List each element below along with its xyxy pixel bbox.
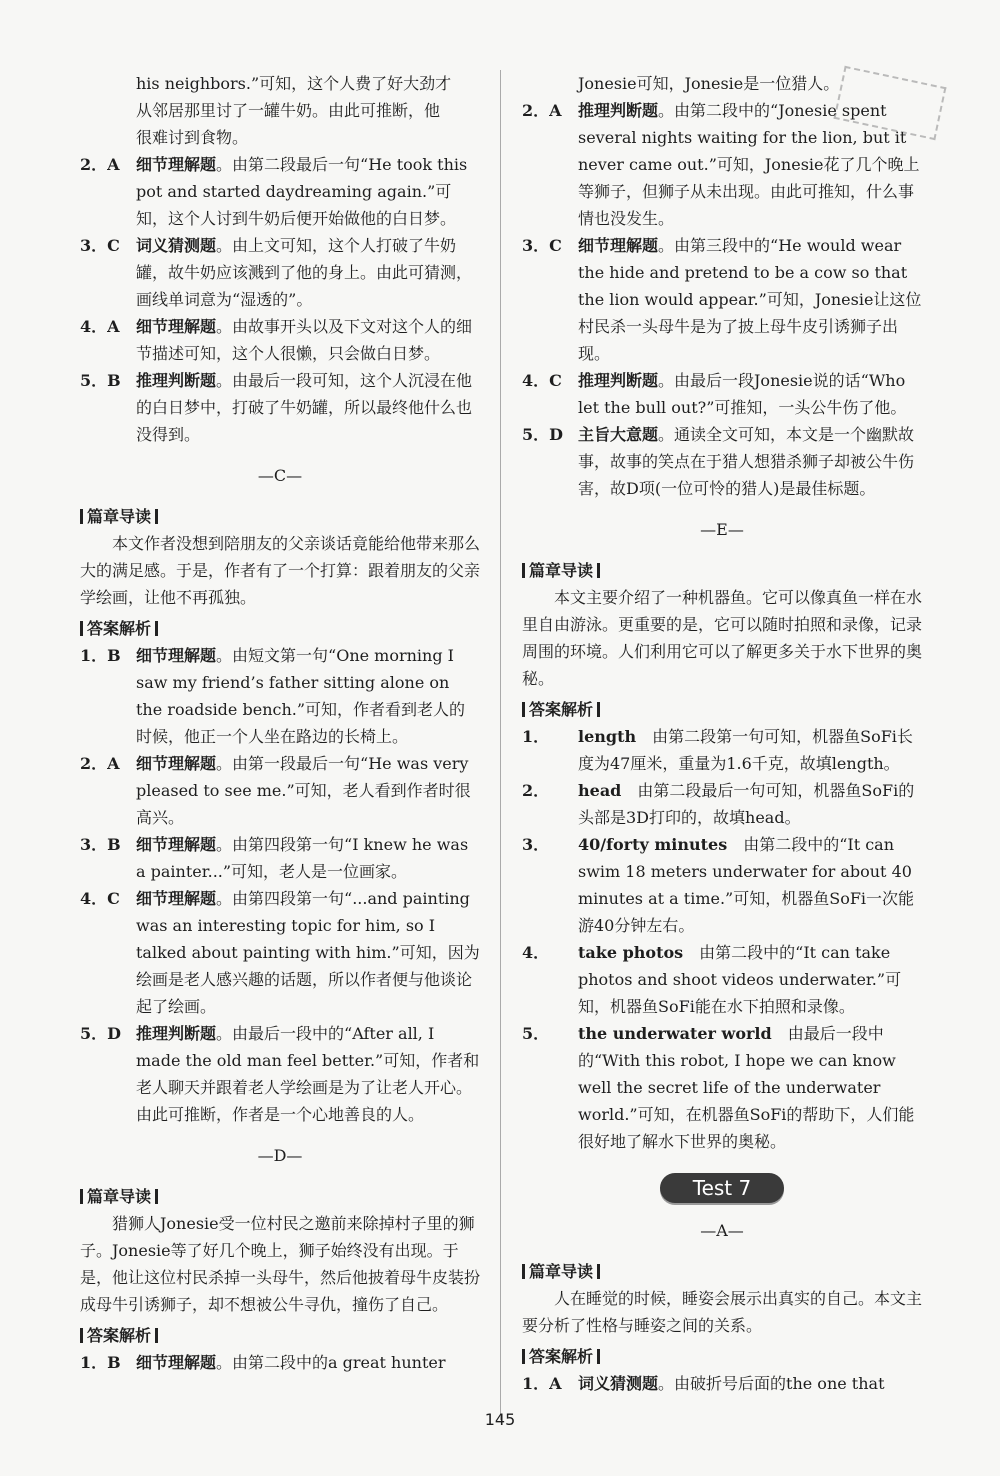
guide-text: 本文作者没想到陪朋友的父亲谈话竟能给他带来那么大的满足感。于是，作者有了一个打算：跟着朋友的父亲学绘画，让他不再孤独。: [80, 534, 481, 607]
answer-item: 2．A 细节理解题。由第一段最后一句“He was very pleased to see me.”可知，老人看到作者时很高兴。: [80, 754, 471, 827]
answer-item: 1． length 由第二段第一句可知，机器鱼SoFi长度为47厘米，重量为1.6千克，故填length。: [522, 727, 913, 773]
answer-item: 5．B 推理判断题。由最后一段可知，这个人沉浸在他的白日梦中，打破了牛奶罐，所以最终他什么也没得到。: [80, 371, 473, 444]
guide-label: 篇章导读: [80, 1183, 480, 1210]
left-column: [80, 70, 480, 1376]
answer-item: 4．C 细节理解题。由第四段第一句“...and painting was an interesting topic for him, so I talked about painting with him.”可知，因为绘画是老人感兴趣的话题，所以作者便与他谈论起了绘画。: [80, 889, 480, 1016]
answer-item: 2．A 推理判断题。由第二段中的“Jonesie spent several nights waiting for the lion, but it never came out.”可知，Jonesie花了几个晚上等狮子，但狮子从未出现。由此可推知，什么事情也没发生。: [522, 101, 920, 228]
guide-text: 本文主要介绍了一种机器鱼。它可以像真鱼一样在水里自由游泳。更重要的是，它可以随时拍照和录像，记录周围的环境。人们利用它可以了解更多关于水下世界的奥秘。: [522, 588, 923, 688]
guide-text: 人在睡觉的时候，睡姿会展示出真实的自己。本文主要分析了性格与睡姿之间的关系。: [522, 1289, 923, 1335]
section-heading-c: —C—: [257, 466, 303, 485]
page-number: 145: [484, 1410, 516, 1429]
section-heading-d: —D—: [257, 1146, 303, 1165]
intro-line: 很难讨到食物。: [136, 128, 249, 147]
answer-label: 答案解析: [522, 696, 922, 723]
answer-item: 5．D 推理判断题。由最后一段中的“After all, I made the old man feel better.”可知，作者和老人聊天并跟着老人学绘画是为了让老人开心。由此可推断，作者是一个心地善良的人。: [80, 1024, 480, 1124]
answer-item: 3．C 词义猜测题。由上文可知，这个人打破了牛奶罐，故牛奶应该溅到了他的身上。由此可猜测，画线单词意为“湿透的”。: [80, 236, 473, 309]
answer-item: 5．D 主旨大意题。通读全文可知，本文是一个幽默故事，故事的笑点在于猎人想猎杀狮子却被公牛伤害，故D项(一位可怜的猎人)是最佳标题。: [522, 425, 915, 498]
guide-label: 篇章导读: [522, 1258, 922, 1285]
column-divider: [500, 70, 501, 1420]
guide-label: 篇章导读: [80, 503, 480, 530]
answer-label: 答案解析: [522, 1343, 922, 1370]
intro-line: his neighbors.”可知，这个人费了好大劲才: [136, 74, 452, 93]
answer-label: 答案解析: [80, 615, 480, 642]
answer-item: 4． take photos 由第二段中的“It can take photos and shoot videos underwater.”可知，机器鱼SoFi能在水下拍照和录像。: [522, 943, 902, 1016]
answer-item: 3． 40/forty minutes 由第二段中的“It can swim 18 meters underwater for about 40 minutes at a time.”可知，机器鱼SoFi一次能游40分钟左右。: [522, 835, 915, 935]
answer-item: 4．A 细节理解题。由故事开头以及下文对这个人的细节描述可知，这个人很懒，只会做白日梦。: [80, 317, 473, 363]
answer-item: 1．B 细节理解题。由短文第一句“One morning I saw my friend’s father sitting alone on the roadside bench.”可知，作者看到老人的时候，他正一个人坐在路边的长椅上。: [80, 646, 466, 746]
section-heading-e: —E—: [700, 520, 744, 539]
answer-item: 2． head 由第二段最后一句可知，机器鱼SoFi的头部是3D打印的，故填head。: [522, 781, 915, 827]
guide-label: 篇章导读: [522, 557, 922, 584]
answer-item: 4．C 推理判断题。由最后一段Jonesie说的话“Who let the bull out?”可推知，一头公牛伤了他。: [522, 371, 907, 417]
answer-item: 2．A 细节理解题。由第二段最后一句“He took this pot and started daydreaming again.”可知，这个人讨到牛奶后便开始做他的白日梦。: [80, 155, 468, 228]
answer-item: 1．A 词义猜测题。由破折号后面的the one that: [522, 1374, 885, 1393]
right-column: [522, 70, 922, 1397]
continued-line: Jonesie可知，Jonesie是一位猎人。: [578, 74, 840, 93]
section-heading-a: —A—: [700, 1221, 744, 1240]
guide-text: 猎狮人Jonesie受一位村民之邀前来除掉村子里的狮子。Jonesie等了好几个晚上，狮子始终没有出现。于是，他让这位村民杀掉一头母牛，然后他披着母牛皮装扮成母牛引诱狮子，却不想被公牛寻仇，撞伤了自己。: [80, 1214, 481, 1314]
answer-item: 1．B 细节理解题。由第二段中的a great hunter: [80, 1353, 446, 1372]
answer-item: 5． the underwater world 由最后一段中的“With this robot, I hope we can know well the secret life of the underwater world.”可知，在机器鱼SoFi的帮助下，人们能很好地了解水下世界的奥秘。: [522, 1024, 915, 1151]
test-badge: Test 7: [660, 1173, 784, 1203]
answer-item: 3．C 细节理解题。由第三段中的“He would wear the hide and pretend to be a cow so that the lion would appear.”可知，Jonesie让这位村民杀一头母牛是为了披上母牛皮引诱狮子出现。: [522, 236, 922, 363]
answer-item: 3．B 细节理解题。由第四段第一句“I knew he was a painter...”可知，老人是一位画家。: [80, 835, 469, 881]
intro-line: 从邻居那里讨了一罐牛奶。由此可推断，他: [136, 101, 441, 120]
answer-label: 答案解析: [80, 1322, 480, 1349]
